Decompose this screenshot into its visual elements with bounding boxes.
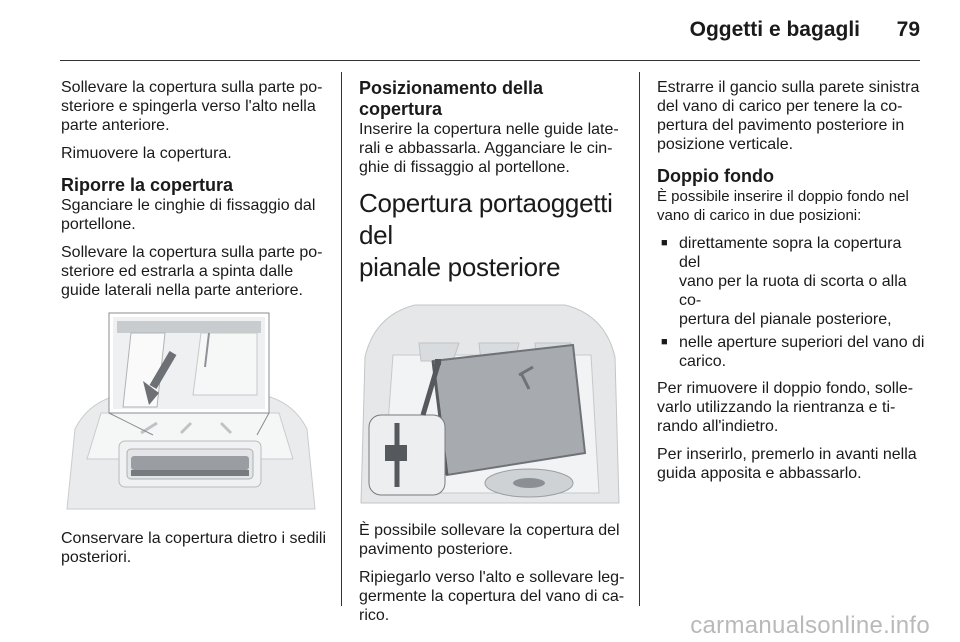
- paragraph: Rimuovere la copertura.: [61, 145, 232, 162]
- column-3: [657, 78, 925, 492]
- section-heading: Posizionamento della copertura: [359, 78, 544, 119]
- paragraph: Estrarre il gancio sulla parete sinistra del vano di carico per tenere la co- pertura del pavimento posteriore in posizione verticale.: [657, 79, 920, 153]
- column-divider-2: [639, 72, 640, 606]
- cover-storage-illustration: [61, 309, 319, 515]
- paragraph: Sollevare la copertura sulla parte po- steriore e spingerla verso l'alto nella parte anteriore.: [61, 79, 323, 134]
- paragraph: Sganciare le cinghie di fissaggio dal portellone.: [61, 197, 316, 233]
- paragraph: È possibile inserire il doppio fondo nel vano di carico in due posizioni:: [657, 188, 909, 224]
- paragraph: È possibile sollevare la copertura del pavimento posteriore.: [359, 522, 620, 558]
- list-item: ■ direttamente sopra la copertura del vano per la ruota di scorta o alla co- pertura del pianale posteriore,: [657, 234, 925, 329]
- paragraph: Inserire la copertura nelle guide late- rali e abbassarla. Agganciare le cin- ghie di fissaggio al portellone.: [359, 121, 619, 176]
- page-header-title: Oggetti e bagagli: [689, 18, 860, 41]
- section-heading: Riporre la copertura: [61, 175, 234, 195]
- rear-floor-cover-illustration: [359, 297, 621, 507]
- column-divider-1: [341, 72, 342, 606]
- bullet-list: [657, 234, 925, 371]
- paragraph: Sollevare la copertura sulla parte po- steriore ed estrarla a spinta dalle guide laterali nella parte anteriore.: [61, 244, 323, 299]
- paragraph: Ripiegarlo verso l'alto e sollevare leg- germente la copertura del vano di ca- rico.: [359, 569, 625, 624]
- list-item: ■ nelle aperture superiori del vano di carico.: [657, 333, 925, 371]
- paragraph: Conservare la copertura dietro i sedili posteriori.: [61, 530, 327, 566]
- page-number: 79: [896, 18, 920, 41]
- watermark: carmanualsonline.info: [690, 612, 930, 639]
- column-2: [359, 78, 631, 634]
- section-heading: Doppio fondo: [657, 166, 774, 186]
- paragraph: Per inserirlo, premerlo in avanti nella guida apposita e abbassarlo.: [657, 446, 917, 482]
- column-1: [61, 78, 331, 576]
- paragraph: Per rimuovere il doppio fondo, solle- varlo utilizzando la rientranza e ti- rando all'indietro.: [657, 380, 914, 435]
- chapter-heading: Copertura portaoggetti del pianale posteriore: [359, 188, 613, 282]
- header-divider: [60, 60, 920, 61]
